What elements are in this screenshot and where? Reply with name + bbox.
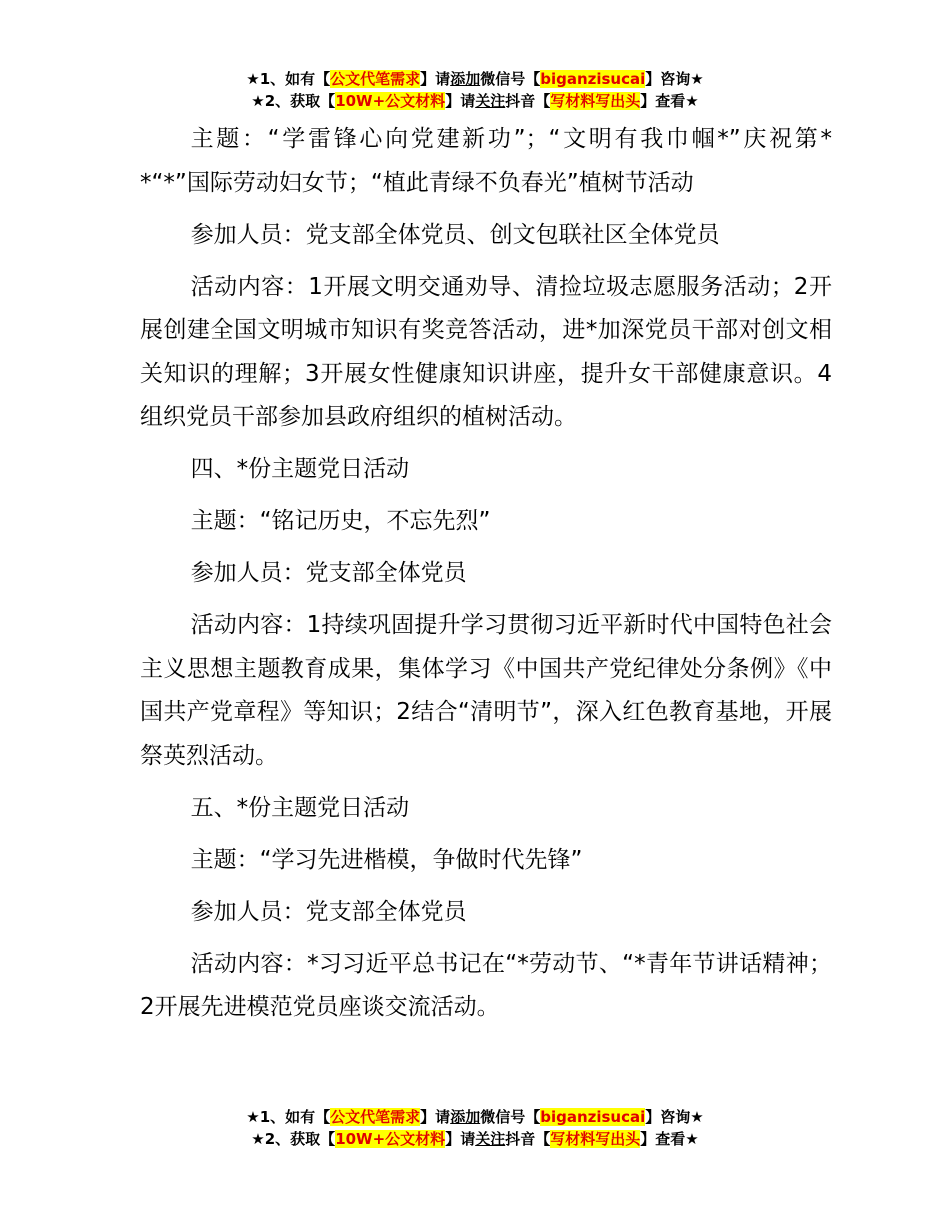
- highlight-ghostwriting: 公文代笔需求: [330, 1108, 421, 1126]
- document-body: [140, 118, 832, 1038]
- banner-text: 】请: [445, 1130, 476, 1148]
- paragraph-participants-march: 参加人员：党支部全体党员、创文包联社区全体党员: [190, 221, 720, 248]
- banner-text: ★2、获取【: [251, 92, 336, 110]
- paragraph-theme-march: 主题：“学雷锋心向党建新功”；“文明有我巾帼*”庆祝第**“*”国际劳动妇女节；“植此青绿不负春光”植树节活动: [140, 126, 832, 196]
- banner-line-2: [0, 90, 950, 112]
- banner-text: 微信号【: [480, 70, 541, 88]
- footer-banner: [0, 1106, 950, 1150]
- banner-underline: 关注: [475, 92, 506, 110]
- highlight-ghostwriting: 公文代笔需求: [330, 70, 421, 88]
- banner-text: 】查看★: [640, 1130, 699, 1148]
- banner-text: 微信号【: [480, 1108, 541, 1126]
- banner-line-1: [0, 68, 950, 90]
- banner-text: 抖音【: [505, 92, 551, 110]
- paragraph-content-april: 活动内容：1持续巩固提升学习贯彻习近平新时代中国特色社会主义思想主题教育成果，集体学习《中国共产党纪律处分条例》《中国共产党章程》等知识；2结合“清明节”，深入红色教育基地，开展祭英烈活动。: [140, 612, 832, 769]
- paragraph-content-may: 活动内容：*习习近平总书记在“*劳动节、“*青年节讲话精神；2开展先进模范党员座谈交流活动。: [140, 950, 832, 1020]
- highlight-materials: 10W+公文材料: [335, 1130, 446, 1148]
- paragraph-content-march: 活动内容：1开展文明交通劝导、清捡垃圾志愿服务活动；2开展创建全国文明城市知识有奖竞答活动，进*加深党员干部对创文相关知识的理解；3开展女性健康知识讲座，提升女干部健康意识。4组织党员干部参加县政府组织的植树活动。: [140, 273, 832, 430]
- banner-text: 】咨询★: [645, 1108, 704, 1126]
- section-heading-five: 五、*份主题党日活动: [190, 794, 410, 821]
- paragraph-theme-april: 主题：“铭记历史，不忘先烈”: [190, 508, 491, 534]
- highlight-douyin: 写材料写出头: [550, 1130, 641, 1148]
- banner-line-2: [0, 1128, 950, 1150]
- banner-text: ★1、如有【: [246, 70, 331, 88]
- banner-text: ★1、如有【: [246, 1108, 331, 1126]
- banner-underline: 关注: [475, 1130, 506, 1148]
- section-heading-four: 四、*份主题党日活动: [190, 456, 410, 482]
- banner-text: 】请: [420, 70, 451, 88]
- banner-text: 】请: [445, 92, 476, 110]
- paragraph-participants-april: 参加人员：党支部全体党员: [190, 560, 467, 586]
- header-banner: [0, 68, 950, 112]
- highlight-wechat-id: biganzisucai: [540, 70, 646, 88]
- banner-line-1: [0, 1106, 950, 1128]
- highlight-materials: 10W+公文材料: [335, 92, 446, 110]
- highlight-wechat-id: biganzisucai: [540, 1108, 646, 1126]
- banner-underline: 添加: [450, 1108, 481, 1126]
- banner-text: 】查看★: [640, 92, 699, 110]
- banner-text: 】请: [420, 1108, 451, 1126]
- banner-text: ★2、获取【: [251, 1130, 336, 1148]
- banner-underline: 添加: [450, 70, 481, 88]
- paragraph-theme-may: 主题：“学习先进楷模，争做时代先锋”: [190, 846, 583, 873]
- banner-text: 抖音【: [505, 1130, 551, 1148]
- paragraph-participants-may: 参加人员：党支部全体党员: [190, 898, 467, 925]
- banner-text: 】咨询★: [645, 70, 704, 88]
- highlight-douyin: 写材料写出头: [550, 92, 641, 110]
